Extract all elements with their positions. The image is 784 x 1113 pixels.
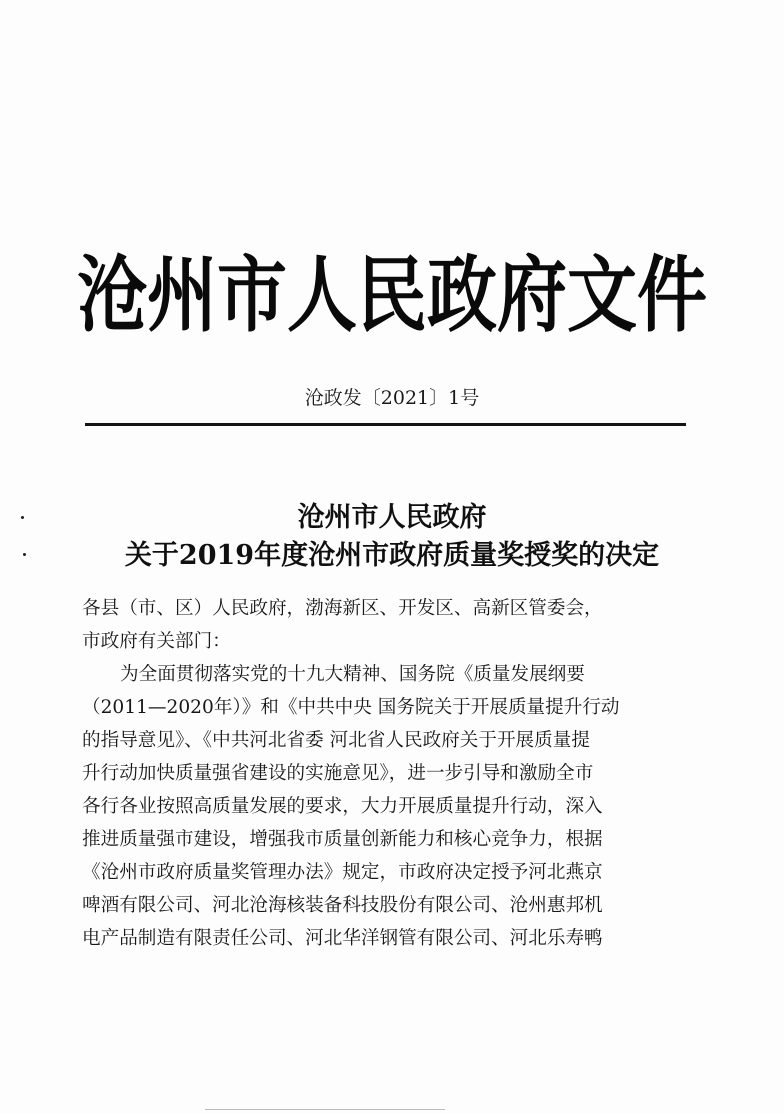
paragraph-line: 各行各业按照高质量发展的要求，大力开展质量提升行动，深入	[82, 796, 603, 817]
paragraph-line: 推进质量强市建设，增强我市质量创新能力和核心竞争力，根据	[82, 829, 603, 850]
paragraph-line: 啤酒有限公司、河北沧海核装备科技股份有限公司、沧州惠邦机	[82, 895, 603, 916]
paragraph-line: 的指导意见》、《中共河北省委 河北省人民政府关于开展质量提	[82, 730, 590, 751]
addressee-line: 各县（市、区）人民政府，渤海新区、开发区、高新区管委会，	[82, 598, 603, 619]
header-divider-rule	[85, 423, 686, 426]
page-bottom-edge-line	[205, 1109, 445, 1110]
paragraph-line: 《沧州市政府质量奖管理办法》规定，市政府决定授予河北燕京	[82, 862, 603, 883]
decision-title-line-1: 沧州市人民政府	[297, 502, 487, 533]
addressee-line: 市政府有关部门：	[82, 631, 231, 652]
decision-title-line-2: 关于2019年度沧州市政府质量奖授奖的决定	[124, 540, 660, 571]
paragraph-line: 升行动加快质量强省建设的实施意见》，进一步引导和激励全市	[82, 763, 594, 784]
document-header-title: 沧州市人民政府文件	[77, 246, 707, 344]
paragraph-line: 为全面贯彻落实党的十九大精神、国务院《质量发展纲要	[120, 664, 585, 685]
paragraph-line: 电产品制造有限责任公司、河北华洋钢管有限公司、河北乐寿鸭	[82, 928, 603, 949]
paragraph-line: （2011—2020年）》和《中共中央 国务院关于开展质量提升行动	[82, 697, 620, 718]
document-number: 沧政发〔2021〕1号	[304, 387, 480, 409]
document-body	[82, 592, 692, 955]
